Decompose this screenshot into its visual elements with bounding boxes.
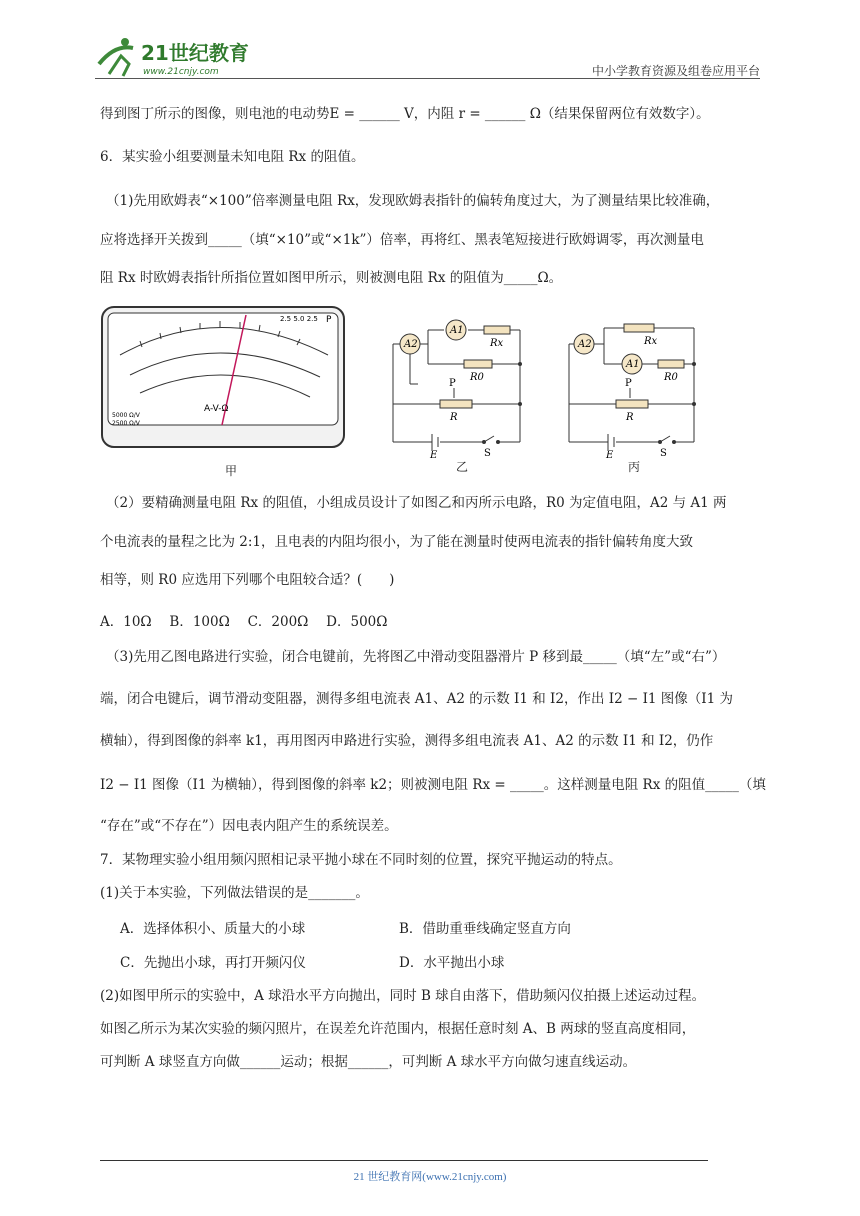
meter-range: 2.5 5.0 2.5: [280, 315, 318, 323]
text-line: (1)关于本实验，下列做法错误的是_______。: [100, 885, 369, 901]
circuit-c-figure: [564, 318, 704, 458]
footer-link[interactable]: 21 世纪教育网(www.21cnjy.com): [353, 1171, 507, 1183]
svg-text:21世纪教育: 21世纪教育: [141, 41, 249, 65]
option-a: A．选择体积小、质量大的小球: [120, 921, 306, 937]
text-line: 横轴），得到图像的斜率 k1，再用图丙申路进行实验，测得多组电流表 A1、A2 的示数 I1 和 I2，仍作: [100, 733, 714, 749]
header-rule: [95, 78, 760, 79]
slider-p-label: P: [625, 378, 632, 389]
ammeter-a2-label: A2: [404, 339, 418, 350]
figure-caption: 乙: [456, 460, 469, 474]
text-line: 应将选择开关拨到_____（填“×10”或“×1k”）倍率，再将红、黑表笔短接进行欧姆调零，再次测量电: [100, 232, 704, 248]
figure-caption: 丙: [628, 460, 641, 474]
text-line: (2)如图甲所示的实验中，A 球沿水平方向抛出，同时 B 球自由落下，借助频闪仪拍摄上述运动过程。: [100, 988, 706, 1004]
text-line: 可判断 A 球竖直方向做______运动；根据______，可判断 A 球水平方向做匀速直线运动。: [100, 1054, 637, 1070]
meter-label: P: [326, 315, 332, 325]
rx-label: Rx: [644, 336, 658, 347]
option-c: C．先抛出小球，再打开频闪仪: [120, 955, 306, 971]
text-line: 个电流表的量程之比为 2:1，且电表的内阻均很小，为了能在测量时使两电流表的指针偏转角度大致: [100, 534, 694, 550]
ammeter-a1-label: A1: [626, 359, 640, 370]
answer-options: A．10Ω B．100Ω C．200Ω D．500Ω: [100, 614, 388, 630]
footer-rule: [100, 1160, 708, 1161]
text-line: 得到图丁所示的图像，则电池的电动势E = ______ V，内阻 r = ______ Ω（结果保留两位有效数字）。: [100, 106, 710, 122]
question-7-title: 7．某物理实验小组用频闪照相记录平抛小球在不同时刻的位置，探究平抛运动的特点。: [100, 852, 622, 868]
meter-spec: 2500 Ω/V: [112, 420, 140, 427]
meter-spec: 5000 Ω/V: [112, 412, 140, 419]
battery-label: E: [606, 450, 614, 458]
option-b: B．借助重垂线确定竖直方向: [399, 921, 571, 937]
text-line: “存在”或“不存在”）因电表内阻产生的系统误差。: [100, 818, 398, 834]
rx-label: Rx: [490, 338, 504, 349]
option-d: D．水平抛出小球: [399, 955, 505, 971]
rheostat-label: R: [450, 412, 458, 423]
battery-label: E: [430, 450, 438, 458]
text-line: 端，闭合电键后，调节滑动变阻器，测得多组电流表 A1、A2 的示数 I1 和 I2，作出 I2 − I1 图像（I1 为: [100, 691, 734, 707]
switch-label: S: [660, 448, 667, 458]
ohmmeter-figure: [100, 305, 346, 455]
svg-text:www.21cnjy.com: www.21cnjy.com: [143, 67, 219, 77]
ammeter-a1-label: A1: [450, 325, 464, 336]
text-line: （2）要精确测量电阻 Rx 的阻值，小组成员设计了如图乙和丙所示电路，R0 为定值电阻，A2 与 A1 两: [106, 495, 727, 511]
switch-label: S: [484, 448, 491, 458]
rheostat-label: R: [626, 412, 634, 423]
text-line: （1)先用欧姆表“×100”倍率测量电阻 Rx，发现欧姆表指针的偏转角度过大，为了测量结果比较准确，: [106, 193, 720, 209]
text-line: 阻 Rx 时欧姆表指针所指位置如图甲所示，则被测电阻 Rx 的阻值为_____Ω。: [100, 270, 563, 286]
r0-label: R0: [664, 372, 678, 383]
r0-label: R0: [470, 372, 484, 383]
slider-p-label: P: [449, 378, 456, 389]
text-line: （3)先用乙图电路进行实验，闭合电键前，先将图乙中滑动变阻器滑片 P 移到最_____（填“左”或“右”）: [106, 649, 726, 665]
figure-caption: 甲: [225, 464, 238, 478]
meter-label: A-V-Ω: [204, 404, 229, 414]
ammeter-a2-label: A2: [578, 339, 592, 350]
circuit-b-figure: [388, 318, 528, 458]
text-line: I2 − I1 图像（I1 为横轴），得到图像的斜率 k2；则被测电阻 Rx = _____。这样测量电阻 Rx 的阻值_____（填: [100, 777, 766, 793]
question-6-title: 6．某实验小组要测量未知电阻 Rx 的阻值。: [100, 149, 365, 165]
platform-name: 中小学教育资源及组卷应用平台: [591, 64, 760, 78]
text-line: 如图乙所示为某次实验的频闪照片，在误差允许范围内，根据任意时刻 A、B 两球的竖直高度相同，: [100, 1021, 696, 1037]
text-line: 相等，则 R0 应选用下列哪个电阻较合适？( ): [100, 572, 395, 588]
site-logo: [95, 34, 265, 78]
page-header: [95, 34, 760, 78]
